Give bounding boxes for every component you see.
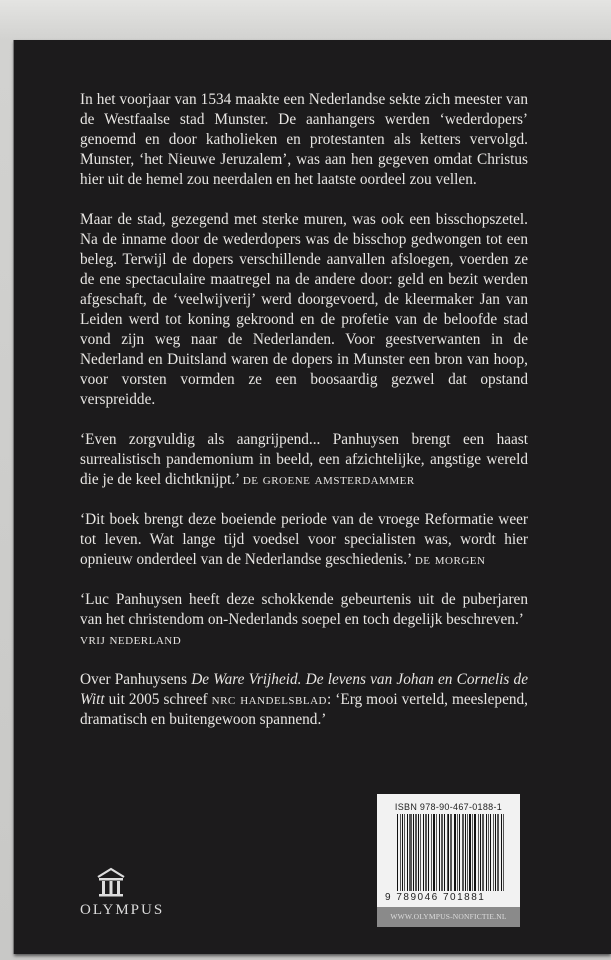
barcode-bar — [482, 814, 484, 891]
barcode-bar — [467, 814, 468, 891]
barcode-bar — [444, 814, 445, 891]
barcode-bar — [465, 814, 466, 891]
barcode-bar — [459, 814, 460, 891]
book-title: De Ware Vrijheid. De levens van Johan en Cornelis de Witt — [80, 671, 528, 708]
barcode-bar — [469, 814, 471, 891]
barcode-bar — [397, 814, 398, 891]
isbn-text: ISBN 978-90-467-0188-1 — [394, 802, 503, 812]
barcode-bar — [497, 814, 500, 891]
quote-text: ‘Even zorgvuldig als aangrijpend... Panhuysen brengt een haast surrealistisch pandemonium in beeld, een afzichtelijke, angstige wereld die je de keel dichtknijpt.’ — [80, 431, 528, 488]
barcode-bar — [457, 814, 458, 891]
barcode-bar — [415, 814, 417, 891]
closing-paragraph — [80, 670, 528, 730]
barcode-bar — [400, 814, 401, 891]
barcode-bar — [472, 814, 473, 891]
barcode-bar — [447, 814, 448, 891]
review-quote — [80, 430, 528, 490]
closing-prefix: Over Panhuysens — [80, 671, 192, 688]
barcode-bar — [433, 814, 436, 891]
barcode-bar — [441, 814, 443, 891]
blurb — [80, 90, 528, 750]
barcode-bar — [462, 814, 464, 891]
barcode-bar — [425, 814, 427, 891]
barcode-bar — [501, 814, 502, 891]
paragraph-2: Maar de stad, gezegend met sterke muren, was ook een bisschopszetel. Na de inname door de wederdopers was de bisschop gedwongen tot een beleg. Terwijl de dopers verschillende aanvallen afsloegen, voerden ze de ene spectaculaire maatregel na de andere door: geld en bezit werden afgeschaft, de ‘veelwijverij’ werd doorgevoerd, de kleermaker Jan van Leiden werd tot koning gekroond en de profetie van de beloofde stad vond zijn weg naar de Nederlanden. Voor geestverwanten in de Nederland en Duitsland waren de dopers in Munster een bron van hoop, voor vorsten vormden ze een boosaardig gezwel dat opstand verspreidde. — [80, 211, 528, 408]
barcode-bar — [490, 814, 492, 891]
barcode-bar — [404, 814, 405, 891]
barcode-bar — [439, 814, 440, 891]
barcode-bar — [450, 814, 452, 891]
barcode-bar — [402, 814, 404, 891]
barcode-bar — [488, 814, 489, 891]
quote-source: nrc handelsblad — [211, 692, 327, 708]
barcode-bar — [454, 814, 457, 891]
quote-source: de morgen — [414, 552, 486, 568]
barcode-bars — [397, 814, 505, 891]
publisher-url: WWW.OLYMPUS-NONFICTIE.NL — [377, 907, 520, 927]
barcode-bar — [413, 814, 414, 891]
book-back-cover — [14, 40, 611, 954]
barcode-bar — [418, 814, 419, 891]
barcode-bar — [478, 814, 479, 891]
barcode-bar — [493, 814, 494, 891]
barcode-bar — [486, 814, 487, 891]
barcode-bar — [420, 814, 421, 891]
quote-source: vrij nederland — [80, 632, 182, 648]
quote-source: de groene amsterdammer — [242, 472, 415, 488]
barcode-bar — [448, 814, 449, 891]
barcode-bar — [431, 814, 432, 891]
quote-text: ‘Luc Panhuysen heeft deze schokkende gebeurtenis uit de puberjaren van het christendom on-Nederlands soepel en toch degelijk beschreven.’ — [80, 591, 528, 628]
temple-icon — [96, 866, 126, 898]
barcode-bar — [503, 814, 504, 891]
barcode-bar — [428, 814, 429, 891]
barcode-bar — [480, 814, 481, 891]
publisher-logo — [80, 866, 165, 919]
barcode-bar — [423, 814, 425, 891]
barcode-bar — [409, 814, 412, 891]
review-quote — [80, 590, 528, 650]
barcode-bar — [407, 814, 408, 891]
isbn-barcode — [377, 794, 520, 927]
paragraph-1: In het voorjaar van 1534 maakte een Nederlandse sekte zich meester van de Westfaalse stad Munster. De aanhangers werden ‘wederdopers’ genoemd en door katholieken en protestanten als ketters vervolgd. Munster, ‘het Nieuwe Jeruzalem’, was aan hen gegeven omdat Christus hier uit de hemel zou neerdalen en het laatste oordeel zou vellen. — [80, 91, 528, 188]
barcode-bar — [495, 814, 496, 891]
barcode-bar — [436, 814, 437, 891]
quote-text: ‘Dit boek brengt deze boeiende periode van de vroege Reformatie weer tot leven. Wat lange tijd voedsel voor specialisten was, wordt hier opnieuw onderdeel van de Nederlandse geschiedenis.’ — [80, 511, 528, 568]
publisher-name: OLYMPUS — [80, 902, 165, 918]
barcode-digits: 9 789046 701881 — [385, 892, 486, 903]
barcode-bar — [474, 814, 477, 891]
closing-quote: : ‘Erg mooi verteld, meeslepend, dramatisch en buitengewoon spannend.’ — [80, 691, 528, 728]
review-quote — [80, 510, 528, 570]
closing-middle: uit 2005 schreef — [104, 691, 212, 708]
